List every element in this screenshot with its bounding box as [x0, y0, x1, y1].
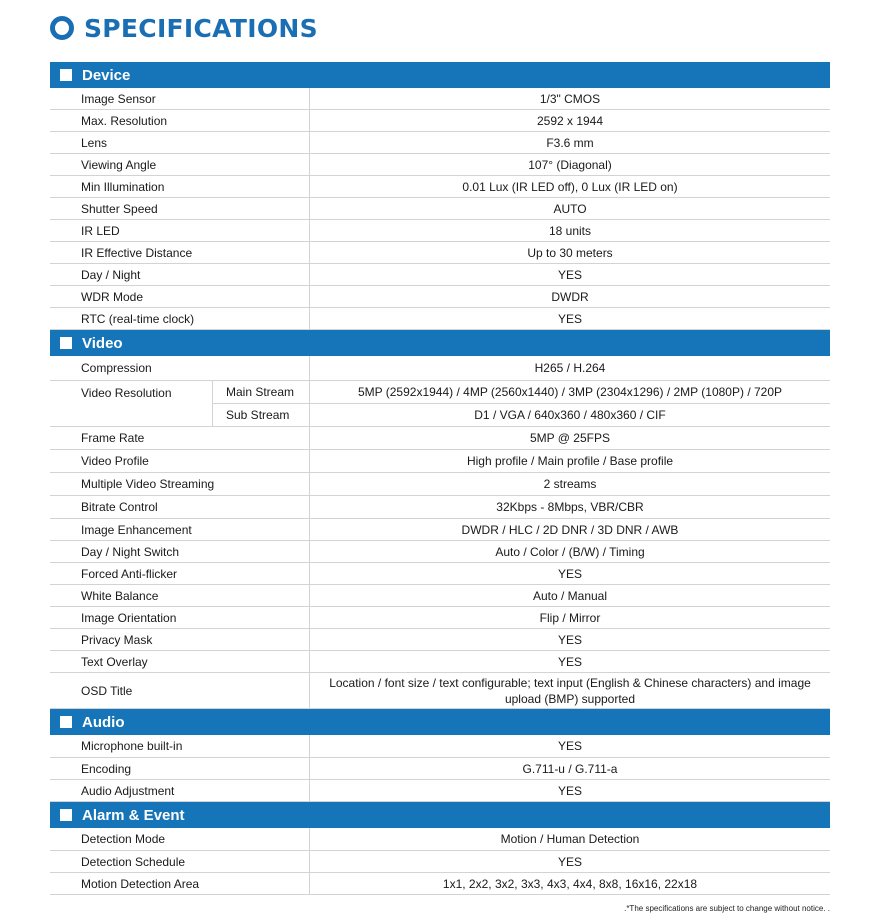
section-header-audio: [50, 709, 830, 735]
table-row: [50, 427, 830, 450]
spec-label: Viewing Angle: [50, 154, 310, 175]
spec-value: YES: [557, 632, 582, 647]
white-square-icon: [60, 69, 72, 81]
table-row: [50, 585, 830, 607]
sub-label: Sub Stream: [213, 404, 310, 426]
spec-label: Day / Night: [50, 264, 310, 285]
spec-value: 1/3" CMOS: [539, 91, 601, 106]
spec-value: 1x1, 2x2, 3x2, 3x3, 4x3, 4x4, 8x8, 16x16, 22x18: [442, 876, 698, 891]
device-rows: [50, 88, 830, 330]
spec-label: Image Sensor: [50, 88, 310, 109]
table-row: [50, 176, 830, 198]
spec-value: DWDR / HLC / 2D DNR / 3D DNR / AWB: [461, 522, 679, 537]
section-header-video: [50, 330, 830, 356]
spec-value: 2592 x 1944: [536, 113, 604, 128]
spec-label: Detection Mode: [50, 828, 310, 850]
spec-label: Lens: [50, 132, 310, 153]
spec-label: Multiple Video Streaming: [50, 473, 310, 495]
spec-label: Microphone built-in: [50, 735, 310, 757]
table-row: [50, 356, 830, 381]
spec-value: H265 / H.264: [534, 361, 606, 375]
spec-label: Max. Resolution: [50, 110, 310, 131]
section-header-device: [50, 62, 830, 88]
section-title: Device: [82, 66, 131, 84]
spec-value: YES: [557, 566, 582, 581]
table-row: [50, 110, 830, 132]
spec-value: Location / font size / text configurable; text input (English & Chinese characters) and image upload (BMP) supported: [329, 675, 811, 706]
spec-label: Motion Detection Area: [50, 873, 310, 894]
spec-value: AUTO: [553, 201, 587, 216]
table-row: [50, 198, 830, 220]
table-row: [50, 563, 830, 585]
footnote: .*The specifications are subject to change without notice. .: [624, 904, 830, 913]
table-row: [50, 220, 830, 242]
spec-label: Bitrate Control: [50, 496, 310, 518]
table-row: [50, 473, 830, 496]
spec-value: 5MP @ 25FPS: [530, 431, 610, 445]
spec-label: Text Overlay: [50, 651, 310, 672]
spec-label: Image Orientation: [50, 607, 310, 628]
spec-label: OSD Title: [50, 673, 310, 708]
spec-label: IR Effective Distance: [50, 242, 310, 263]
spec-label: Privacy Mask: [50, 629, 310, 650]
section-title: Audio: [82, 713, 125, 731]
spec-label: Detection Schedule: [50, 851, 310, 872]
table-row: [50, 132, 830, 154]
spec-value: DWDR: [551, 289, 589, 304]
table-row: [50, 607, 830, 629]
spec-value: YES: [557, 311, 582, 326]
table-row: [50, 308, 830, 330]
spec-label: White Balance: [50, 585, 310, 606]
spec-value: D1 / VGA / 640x360 / 480x360 / CIF: [474, 408, 666, 422]
spec-value: Auto / Color / (B/W) / Timing: [495, 544, 645, 559]
spec-label: Frame Rate: [50, 427, 310, 449]
page-header: [50, 12, 318, 44]
white-square-icon: [60, 716, 72, 728]
table-row: [50, 154, 830, 176]
table-row: [50, 851, 830, 873]
spec-label: Video Resolution: [50, 381, 213, 426]
spec-value: YES: [557, 267, 582, 282]
table-row: [50, 496, 830, 519]
spec-label: Image Enhancement: [50, 519, 310, 540]
spec-value: 0.01 Lux (IR LED off), 0 Lux (IR LED on): [462, 179, 678, 194]
spec-value: YES: [557, 783, 582, 798]
spec-value: 5MP (2592x1944) / 4MP (2560x1440) / 3MP (2304x1296) / 2MP (1080P) / 720P: [357, 385, 783, 399]
table-row: [50, 873, 830, 895]
table-row: [50, 519, 830, 541]
section-title: Video: [82, 334, 123, 352]
table-row: [50, 450, 830, 473]
table-row: [50, 629, 830, 651]
spec-label: WDR Mode: [50, 286, 310, 307]
page-title: SPECIFICATIONS: [84, 13, 318, 43]
spec-value: 18 units: [548, 223, 592, 238]
section-title: Alarm & Event: [82, 806, 185, 824]
spec-value: YES: [557, 854, 582, 869]
spec-label: RTC (real-time clock): [50, 308, 310, 329]
spec-value: YES: [557, 654, 582, 669]
white-square-icon: [60, 337, 72, 349]
spec-value: G.711-u / G.711-a: [522, 761, 618, 776]
spec-label: Video Profile: [50, 450, 310, 472]
spec-label: Min Illumination: [50, 176, 310, 197]
spec-value: Motion / Human Detection: [500, 832, 640, 846]
sub-label: Main Stream: [213, 381, 310, 403]
spec-value: YES: [557, 739, 582, 753]
main-stream-row: [213, 381, 830, 403]
spec-value: 32Kbps - 8Mbps, VBR/CBR: [496, 500, 644, 514]
spec-label: Compression: [50, 356, 310, 380]
spec-label: IR LED: [50, 220, 310, 241]
table-row: [50, 758, 830, 780]
table-row: [50, 286, 830, 308]
section-header-alarm: [50, 802, 830, 828]
spec-label: Audio Adjustment: [50, 780, 310, 801]
spec-value: High profile / Main profile / Base profile: [466, 454, 674, 468]
table-row: [50, 264, 830, 286]
spec-value: F3.6 mm: [546, 135, 594, 150]
spec-value: 2 streams: [543, 477, 597, 491]
table-row: [50, 735, 830, 758]
table-row: [50, 651, 830, 673]
table-row: [50, 673, 830, 709]
table-row: [50, 242, 830, 264]
spec-value: Up to 30 meters: [527, 245, 613, 260]
video-resolution-row: [50, 381, 830, 427]
white-square-icon: [60, 809, 72, 821]
ring-bullet-icon: [50, 16, 74, 40]
spec-table: [50, 62, 830, 895]
sub-stream-row: [213, 403, 830, 426]
table-row: [50, 541, 830, 563]
spec-value: 107° (Diagonal): [528, 157, 612, 172]
spec-value: Flip / Mirror: [539, 610, 601, 625]
spec-label: Shutter Speed: [50, 198, 310, 219]
table-row: [50, 88, 830, 110]
table-row: [50, 780, 830, 802]
table-row: [50, 828, 830, 851]
spec-label: Encoding: [50, 758, 310, 779]
spec-value: Auto / Manual: [532, 588, 608, 603]
spec-label: Forced Anti-flicker: [50, 563, 310, 584]
spec-label: Day / Night Switch: [50, 541, 310, 562]
stream-subrows: [213, 381, 830, 426]
